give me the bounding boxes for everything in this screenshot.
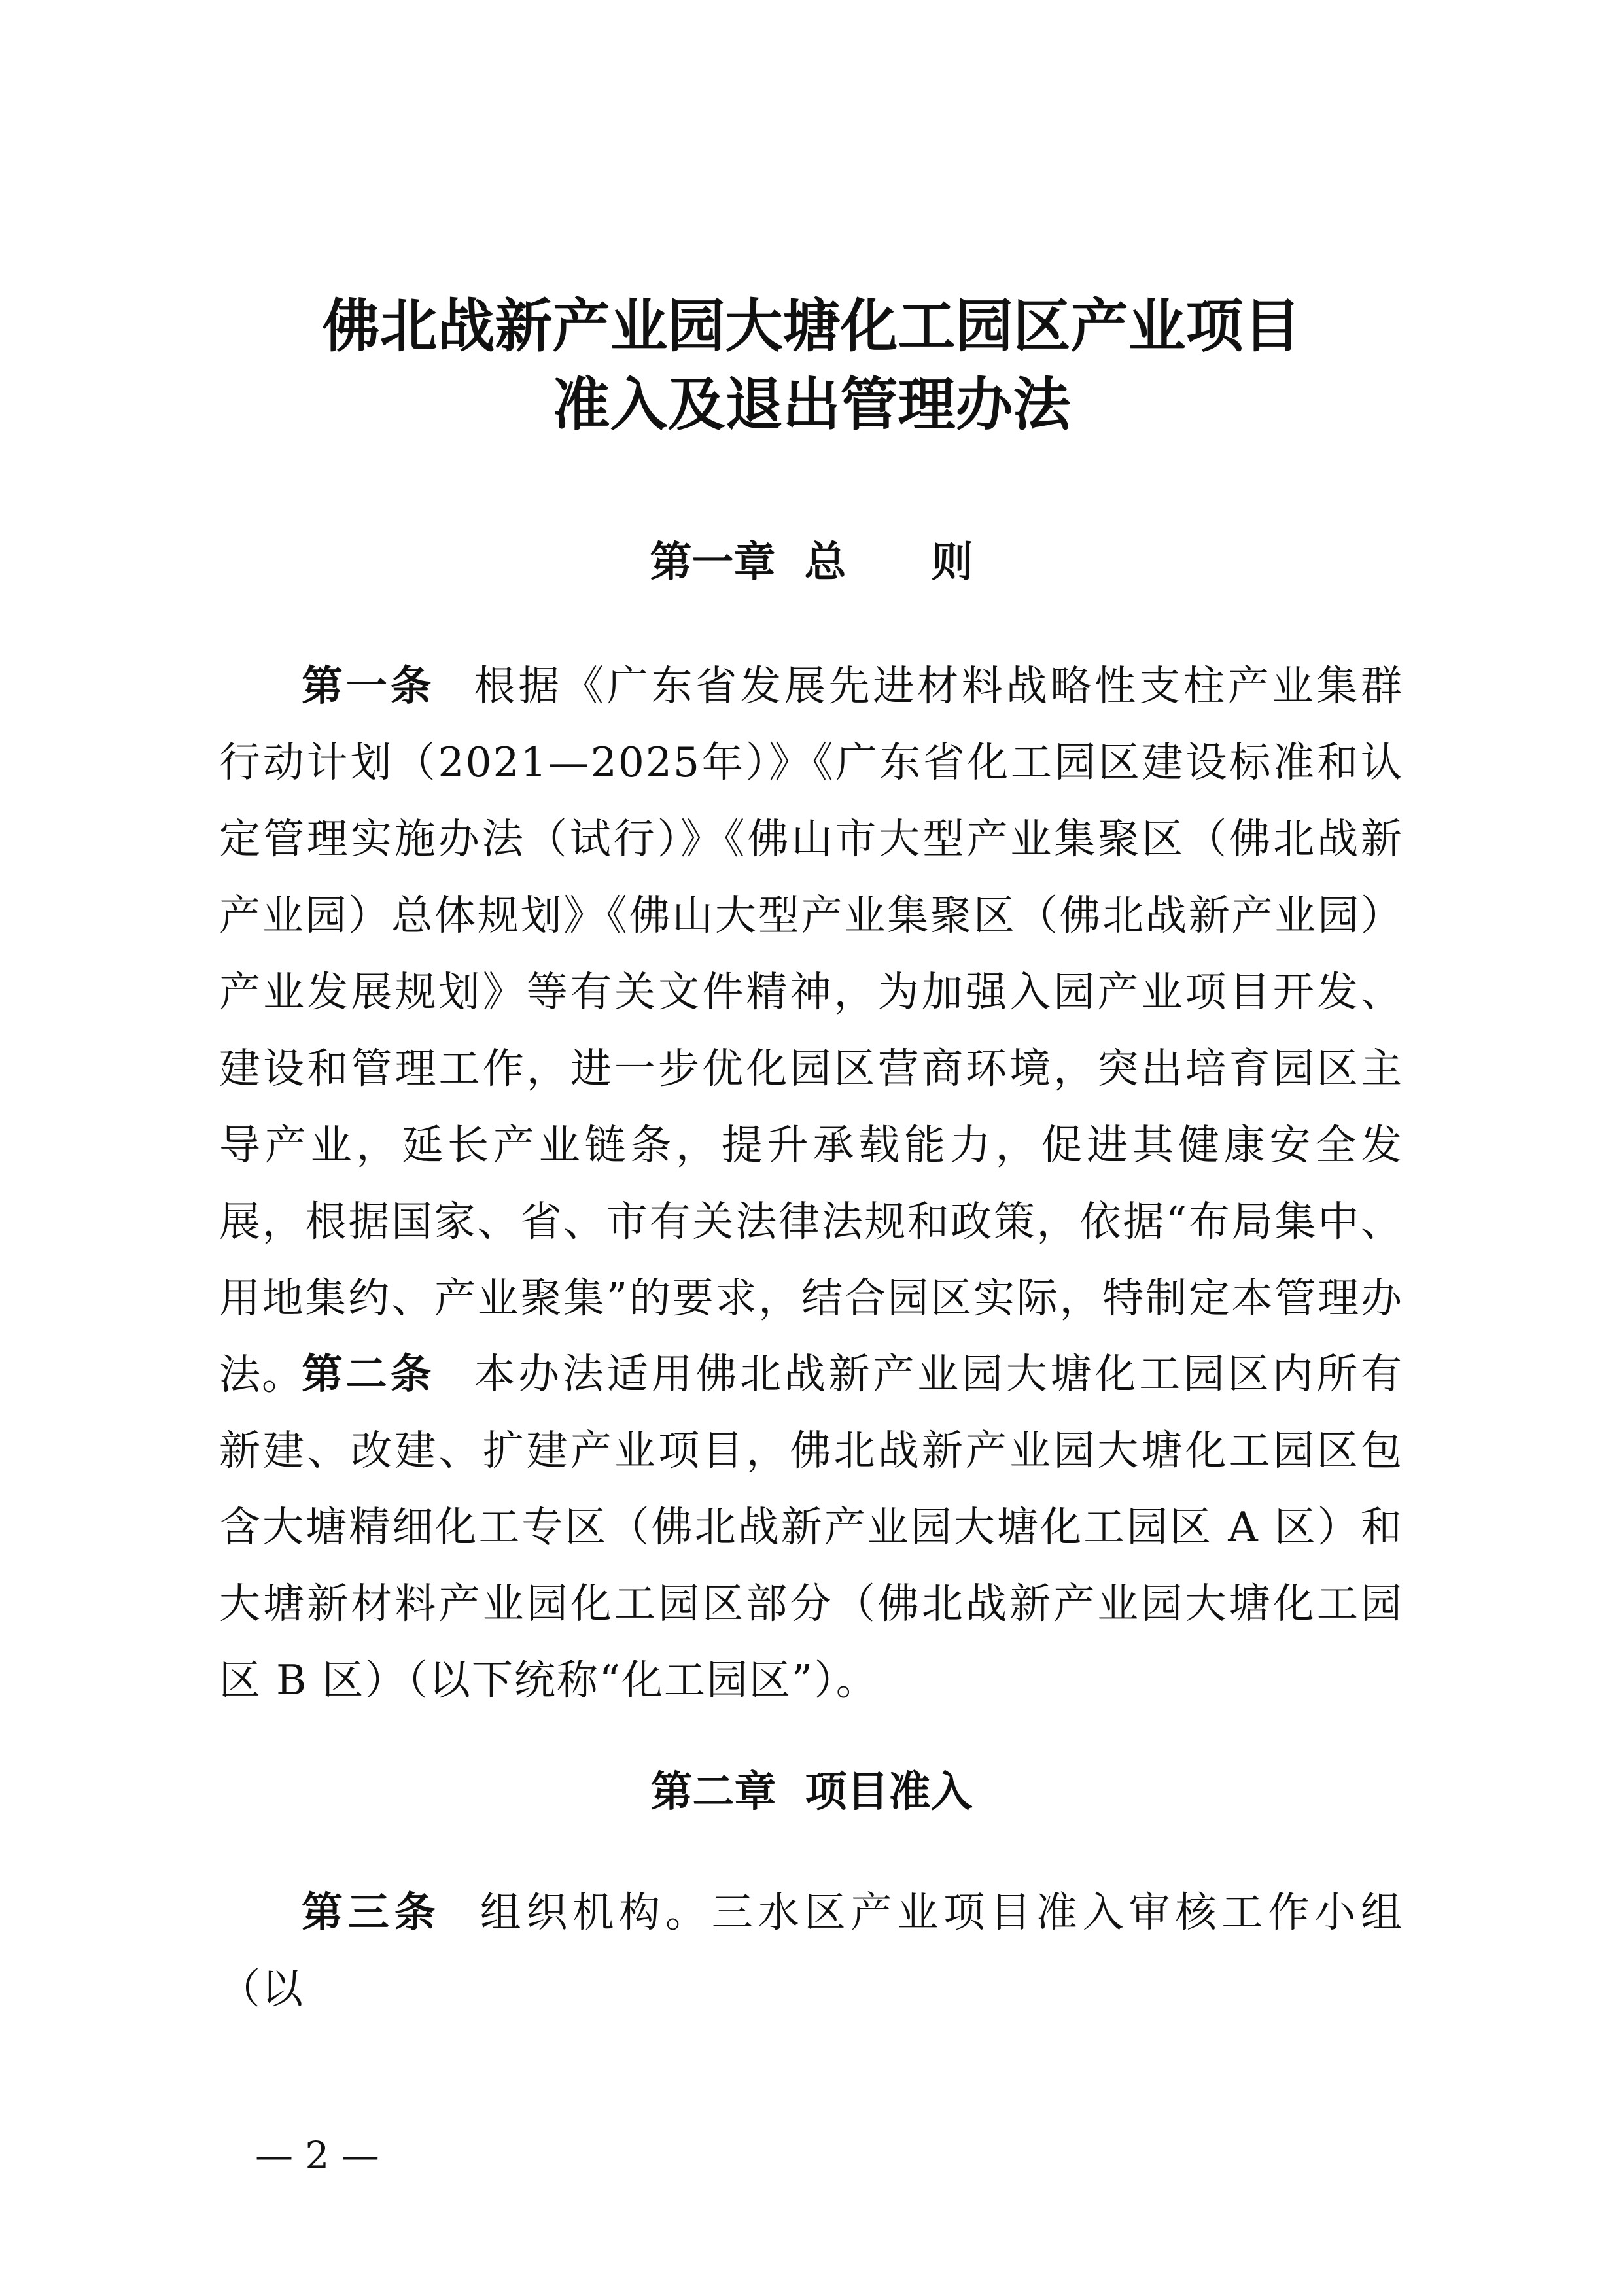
document-title-line-2: 准入及退出管理办法 — [552, 370, 1071, 438]
article-3-paragraph — [219, 1874, 1403, 2027]
chapter-1-name-part-2: 则 — [931, 538, 973, 587]
document-title-line-1: 佛北战新产业园大塘化工园区产业项目 — [322, 292, 1301, 360]
article-1-label: 第一条 — [302, 662, 435, 710]
article-1-paragraph — [219, 648, 1403, 1413]
chapter-2-heading — [0, 1766, 1623, 1818]
chapter-2-label: 第二章 — [650, 1767, 777, 1817]
article-3-text: 组织机构。三水区产业项目准入审核工作小组（以 — [219, 1888, 1404, 2013]
chapter-1-name-part-1: 总 — [804, 538, 846, 587]
chapter-2-name: 项目准入 — [805, 1767, 973, 1817]
article-2-paragraph — [219, 1336, 1403, 1718]
chapter-1-heading — [0, 536, 1623, 589]
chapter-1-label: 第一章 — [650, 538, 776, 587]
article-3-label: 第三条 — [302, 1888, 441, 1936]
article-1-text: 根据《广东省发展先进材料战略性支柱产业集群行动计划（2021—2025年）》《广东省化工园区建设标准和认定管理实施办法（试行）》《佛山市大型产业集聚区（佛北战新产业园）总体规划》《佛山大型产业集聚区（佛北战新产业园）产业发展规划》等有关文件精神，为加强入园产业项目开发、建设和管理工作，进一步优化园区营商环境，突出培育园区主导产业，延长产业链条，提升承载能力，促进其健康安全发展，根据国家、省、市有关法律法规和政策，依据“布局集中、用地集约、产业聚集”的要求，结合园区实际，特制定本管理办法。 — [219, 662, 1404, 1399]
article-2-text: 本办法适用佛北战新产业园大塘化工园区内所有新建、改建、扩建产业项目，佛北战新产业园大塘化工园区包含大塘精细化工专区（佛北战新产业园大塘化工园区 A 区）和大塘新材料产业园化工园区部分（佛北战新产业园大塘化工园区 B 区）（以下统称“化工园区”）。 — [219, 1350, 1404, 1704]
article-2-label: 第二条 — [302, 1350, 435, 1398]
page-number: — 2 — — [255, 2133, 379, 2178]
